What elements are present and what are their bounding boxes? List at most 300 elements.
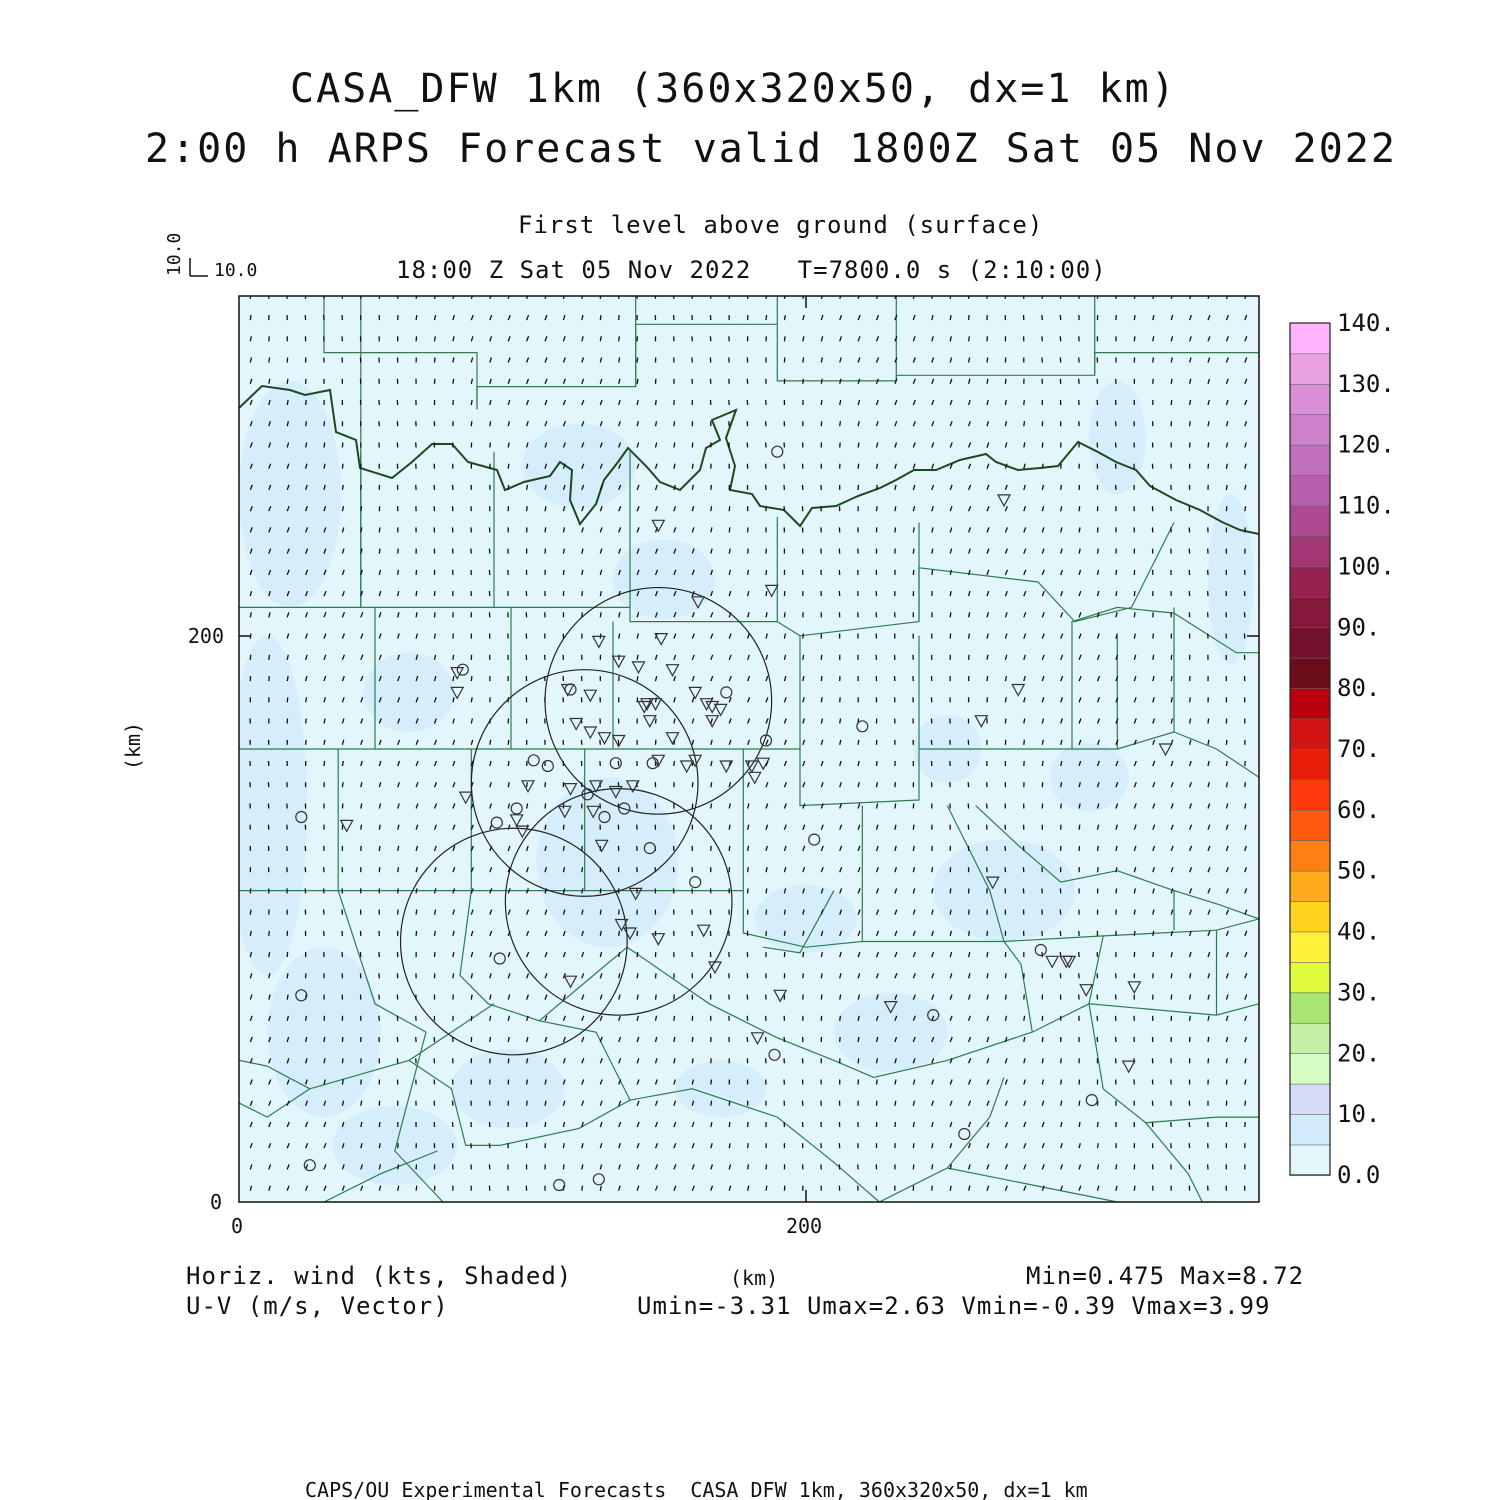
wind-vector <box>1171 995 1172 1000</box>
wind-vector <box>895 506 896 511</box>
wind-vector <box>932 570 933 575</box>
colorbar-segment <box>1290 901 1330 932</box>
wind-vector <box>840 697 841 702</box>
wind-vector <box>619 336 620 341</box>
wind-vector <box>269 931 270 936</box>
wind-vector <box>600 315 601 320</box>
wind-vector <box>1024 740 1025 745</box>
wind-vector <box>508 464 509 469</box>
wind-vector <box>1134 612 1135 617</box>
wind-vector <box>784 612 785 617</box>
colorbar-segment <box>1290 627 1330 658</box>
wind-vector <box>1134 931 1135 936</box>
wind-vector <box>1098 867 1099 872</box>
wind-vector <box>361 1080 362 1085</box>
wind-vector <box>766 570 767 575</box>
wind-vector <box>692 782 693 787</box>
wind-vector <box>821 973 822 978</box>
wind-vector <box>656 995 657 1000</box>
colorbar-label: 90. <box>1337 613 1381 642</box>
wind-vector <box>656 719 657 724</box>
wind-vector <box>1153 358 1154 363</box>
wind-vector <box>729 1101 730 1106</box>
wind-vector <box>1061 485 1062 490</box>
wind-vector <box>1098 846 1099 851</box>
wind-vector <box>416 591 417 596</box>
wind-vector <box>1061 1058 1062 1063</box>
wind-vector <box>324 740 325 745</box>
colorbar-segment <box>1290 688 1330 719</box>
wind-vector <box>913 1143 914 1148</box>
wind-vector <box>416 888 417 893</box>
wind-vector <box>766 591 767 596</box>
colorbar-label: 10. <box>1337 1100 1381 1129</box>
wind-vector <box>950 591 951 596</box>
field-description-shaded: Horiz. wind (kts, Shaded) <box>186 1262 573 1290</box>
wind-vector <box>748 1164 749 1169</box>
wind-vector <box>471 676 472 681</box>
wind-vector <box>1079 527 1080 532</box>
wind-vector <box>563 549 564 554</box>
wind-vector <box>932 591 933 596</box>
wind-vector <box>1226 761 1227 766</box>
wind-vector <box>969 931 970 936</box>
colorbar-label: 70. <box>1337 735 1381 763</box>
x-tick-0: 0 <box>230 1214 244 1238</box>
wind-vector <box>748 1143 749 1148</box>
wind-vector <box>361 506 362 511</box>
wind-vector <box>1134 336 1135 341</box>
wind-vector <box>729 825 730 830</box>
wind-vector <box>1245 1101 1246 1106</box>
wind-vector <box>1061 1080 1062 1085</box>
wind-vector <box>563 570 564 575</box>
y-tick-200: 200 <box>187 624 224 648</box>
wind-vector <box>913 570 914 575</box>
shading-patch <box>537 777 679 947</box>
wind-vector <box>1116 1164 1117 1169</box>
wind-vector <box>821 400 822 405</box>
wind-vector <box>1005 379 1006 384</box>
shading-patch <box>522 423 635 508</box>
wind-vector <box>1153 336 1154 341</box>
wind-vector <box>932 1164 933 1169</box>
wind-vector <box>1005 400 1006 405</box>
wind-vector <box>1042 1058 1043 1063</box>
wind-vector <box>619 655 620 660</box>
wind-vector <box>490 1016 491 1021</box>
wind-vector <box>527 761 528 766</box>
wind-vector <box>1190 1016 1191 1021</box>
wind-vector <box>379 1143 380 1148</box>
shading-patch <box>364 653 455 732</box>
wind-vector <box>453 952 454 957</box>
wind-vector <box>748 570 749 575</box>
wind-vector <box>471 697 472 702</box>
wind-vector <box>324 1016 325 1021</box>
wind-vector <box>287 697 288 702</box>
wind-vector <box>803 952 804 957</box>
wind-vector <box>563 825 564 830</box>
colorbar-label: 40. <box>1337 917 1381 946</box>
wind-vector <box>692 464 693 469</box>
wind-vector <box>1153 655 1154 660</box>
wind-vector <box>1079 1101 1080 1106</box>
wind-vector <box>674 421 675 426</box>
wind-vector <box>324 421 325 426</box>
wind-vector <box>619 358 620 363</box>
wind-vector <box>858 1037 859 1042</box>
wind-vector <box>306 421 307 426</box>
wind-vector <box>1153 952 1154 957</box>
wind-vector <box>324 443 325 448</box>
wind-vector <box>508 740 509 745</box>
wind-vector <box>1208 1037 1209 1042</box>
wind-vector <box>453 973 454 978</box>
wind-vector <box>748 867 749 872</box>
wind-vector <box>1226 1058 1227 1063</box>
wind-vector <box>416 315 417 320</box>
colorbar-label: 130. <box>1337 369 1395 398</box>
wind-vector <box>342 782 343 787</box>
wind-vector <box>416 910 417 915</box>
wind-vector <box>729 527 730 532</box>
wind-vector <box>729 846 730 851</box>
wind-vector <box>766 1186 767 1191</box>
wind-vector <box>1153 634 1154 639</box>
shading-patch <box>933 840 1075 942</box>
wind-vector <box>1061 804 1062 809</box>
colorbar-segment <box>1290 445 1330 476</box>
wind-vector <box>913 549 914 554</box>
colorbar-label: 0.0 <box>1337 1161 1381 1189</box>
wind-vector <box>821 697 822 702</box>
wind-vector <box>1245 782 1246 787</box>
wind-vector <box>269 358 270 363</box>
time-label: 18:00 Z Sat 05 Nov 2022 T=7800.0 s (2:10:00) <box>396 256 1107 284</box>
wind-vector <box>1042 464 1043 469</box>
wind-vector <box>821 676 822 681</box>
wind-vector <box>342 1080 343 1085</box>
wind-vector <box>398 888 399 893</box>
wind-vector <box>545 527 546 532</box>
wind-vector <box>803 358 804 363</box>
wind-vector <box>877 782 878 787</box>
wind-vector <box>527 1080 528 1085</box>
wind-vector <box>1190 400 1191 405</box>
field-description-vector: U-V (m/s, Vector) <box>186 1292 449 1320</box>
wind-vector <box>1079 1122 1080 1127</box>
wind-vector <box>637 379 638 384</box>
colorbar-segment <box>1290 871 1330 902</box>
shading-patch <box>267 947 380 1117</box>
wind-vector <box>545 1122 546 1127</box>
colorbar-segment <box>1290 1084 1330 1115</box>
wind-vector <box>858 1058 859 1063</box>
wind-vector <box>784 931 785 936</box>
wind-vector <box>1134 591 1135 596</box>
wind-vector <box>1245 804 1246 809</box>
wind-vector <box>582 591 583 596</box>
shading-patch <box>333 1106 458 1185</box>
colorbar-segment <box>1290 597 1330 628</box>
colorbar-segment <box>1290 658 1330 689</box>
wind-vector <box>1116 570 1117 575</box>
colorbar-segment <box>1290 536 1330 567</box>
wind-vector <box>1226 740 1227 745</box>
colorbar-label: 80. <box>1337 674 1381 703</box>
wind-vector <box>1226 464 1227 469</box>
wind-vector <box>1171 379 1172 384</box>
wind-vector <box>435 952 436 957</box>
wind-vector <box>527 1101 528 1106</box>
colorbar-segment <box>1290 840 1330 871</box>
wind-vector <box>803 634 804 639</box>
wind-vector <box>1024 719 1025 724</box>
wind-vector <box>656 697 657 702</box>
wind-vector <box>471 1016 472 1021</box>
wind-vector <box>913 825 914 830</box>
wind-vector <box>692 1058 693 1063</box>
wind-vector <box>398 549 399 554</box>
wind-vector <box>1245 1122 1246 1127</box>
wind-vector <box>987 358 988 363</box>
wind-vector <box>858 443 859 448</box>
wind-vector <box>913 1164 914 1169</box>
colorbar-label: 140. <box>1337 309 1395 337</box>
wind-vector <box>895 782 896 787</box>
wind-vector <box>269 676 270 681</box>
colorbar-segment <box>1290 1023 1330 1054</box>
wind-vector <box>287 995 288 1000</box>
wind-vector <box>1024 1016 1025 1021</box>
wind-vector <box>306 719 307 724</box>
wind-vector <box>398 570 399 575</box>
wind-vector <box>269 336 270 341</box>
y-tick-0: 0 <box>209 1190 222 1214</box>
wind-vector <box>1245 527 1246 532</box>
wind-vector <box>1208 464 1209 469</box>
wind-vector <box>1208 1058 1209 1063</box>
wind-vector <box>342 804 343 809</box>
colorbar-segment <box>1290 779 1330 810</box>
wind-vector <box>729 1122 730 1127</box>
wind-vector <box>877 485 878 490</box>
wind-vector <box>840 443 841 448</box>
wind-vector <box>1134 1186 1135 1191</box>
colorbar-label: 50. <box>1337 856 1381 885</box>
wind-vector <box>1208 719 1209 724</box>
wind-vector <box>361 804 362 809</box>
colorbar-label: 100. <box>1337 552 1395 581</box>
level-label: First level above ground (surface) <box>518 211 1044 239</box>
uv-statistics: Umin=-3.31 Umax=2.63 Vmin=-0.39 Vmax=3.99 <box>637 1292 1271 1320</box>
wind-vector <box>1079 506 1080 511</box>
colorbar-segment <box>1290 1114 1330 1145</box>
wind-vector <box>637 697 638 702</box>
wind-vector <box>1079 825 1080 830</box>
wind-vector <box>1116 591 1117 596</box>
wind-vector <box>619 634 620 639</box>
wind-vector <box>379 1122 380 1127</box>
vector-reference-u: 10.0 <box>214 260 258 281</box>
wind-vector <box>821 379 822 384</box>
wind-vector <box>895 804 896 809</box>
wind-vector <box>287 973 288 978</box>
wind-vector <box>1005 719 1006 724</box>
wind-vector <box>711 506 712 511</box>
wind-vector <box>582 1186 583 1191</box>
wind-vector <box>269 952 270 957</box>
wind-vector <box>656 400 657 405</box>
wind-vector <box>711 782 712 787</box>
wind-vector <box>508 761 509 766</box>
wind-vector <box>1116 888 1117 893</box>
wind-vector <box>637 952 638 957</box>
wind-vector <box>987 952 988 957</box>
wind-vector <box>619 952 620 957</box>
wind-vector <box>1171 676 1172 681</box>
wind-vector <box>1153 931 1154 936</box>
wind-vector <box>1024 995 1025 1000</box>
wind-vector <box>471 400 472 405</box>
wind-vector <box>600 888 601 893</box>
wind-vector <box>1042 1037 1043 1042</box>
wind-vector <box>490 1037 491 1042</box>
wind-vector <box>858 464 859 469</box>
wind-vector <box>932 846 933 851</box>
wind-vector <box>361 1101 362 1106</box>
x-axis-label: (km) <box>730 1266 779 1290</box>
wind-vector <box>490 421 491 426</box>
wind-vector <box>1245 506 1246 511</box>
wind-vector <box>1208 443 1209 448</box>
wind-vector <box>821 995 822 1000</box>
wind-vector <box>435 336 436 341</box>
wind-vector <box>1098 1143 1099 1148</box>
wind-vector <box>969 634 970 639</box>
wind-vector <box>950 888 951 893</box>
wind-vector <box>1171 400 1172 405</box>
wind-vector <box>932 867 933 872</box>
wind-vector <box>306 1016 307 1021</box>
colorbar-segment <box>1290 1053 1330 1084</box>
wind-vector <box>435 931 436 936</box>
wind-vector <box>987 676 988 681</box>
wind-vector <box>711 804 712 809</box>
wind-vector <box>895 527 896 532</box>
wind-vector <box>1208 740 1209 745</box>
wind-vector <box>1024 421 1025 426</box>
wind-vector <box>858 740 859 745</box>
colorbar-segment <box>1290 353 1330 384</box>
wind-vector <box>1061 782 1062 787</box>
wind-vector <box>527 485 528 490</box>
wind-vector <box>784 336 785 341</box>
wind-vector <box>1024 400 1025 405</box>
wind-vector <box>987 379 988 384</box>
wind-vector <box>1190 995 1191 1000</box>
wind-vector <box>1042 761 1043 766</box>
shading-patch <box>1049 743 1128 811</box>
colorbar-label: 20. <box>1337 1039 1381 1068</box>
colorbar-segment <box>1290 749 1330 780</box>
wind-vector <box>692 1037 693 1042</box>
wind-vector <box>803 973 804 978</box>
wind-vector <box>969 315 970 320</box>
colorbar-segment <box>1290 475 1330 506</box>
wind-vector <box>379 527 380 532</box>
wind-vector <box>969 336 970 341</box>
wind-vector <box>416 1186 417 1191</box>
wind-vector <box>674 1037 675 1042</box>
colorbar-segment <box>1290 992 1330 1023</box>
wind-vector <box>711 485 712 490</box>
wind-vector <box>1098 549 1099 554</box>
wind-vector <box>840 1016 841 1021</box>
wind-vector <box>435 358 436 363</box>
wind-vector <box>398 1164 399 1169</box>
wind-vector <box>1042 443 1043 448</box>
wind-vector <box>637 973 638 978</box>
wind-vector <box>1005 995 1006 1000</box>
colorbar-segment <box>1290 414 1330 445</box>
shading-patch <box>1089 381 1146 494</box>
wind-vector <box>803 379 804 384</box>
wind-vector <box>840 421 841 426</box>
shading-patch <box>239 381 341 608</box>
wind-vector <box>324 1037 325 1042</box>
colorbar-segment <box>1290 719 1330 750</box>
wind-vector <box>398 867 399 872</box>
wind-vector <box>877 506 878 511</box>
wind-vector <box>950 612 951 617</box>
wind-vector <box>545 804 546 809</box>
wind-vector <box>711 1101 712 1106</box>
wind-vector <box>950 315 951 320</box>
title-line-2: 2:00 h ARPS Forecast valid 1800Z Sat 05 Nov 2022 <box>145 126 1397 172</box>
wind-vector <box>379 549 380 554</box>
wind-vector <box>1171 655 1172 660</box>
vector-reference-key <box>164 233 257 281</box>
wind-vector <box>435 612 436 617</box>
wind-vector <box>563 846 564 851</box>
wind-vector <box>361 485 362 490</box>
wind-vector <box>674 761 675 766</box>
wind-vector <box>1005 973 1006 978</box>
wind-vector <box>969 910 970 915</box>
wind-vector <box>379 825 380 830</box>
wind-vector <box>1134 315 1135 320</box>
colorbar-segment <box>1290 323 1330 354</box>
wind-vector <box>287 676 288 681</box>
wind-vector <box>490 443 491 448</box>
wind-vector <box>619 931 620 936</box>
wind-vector <box>287 400 288 405</box>
wind-vector <box>416 612 417 617</box>
wind-vector <box>1190 421 1191 426</box>
wind-vector <box>453 358 454 363</box>
wind-vector <box>471 995 472 1000</box>
colorbar <box>1290 309 1395 1189</box>
wind-vector <box>932 1186 933 1191</box>
colorbar-segment <box>1290 566 1330 597</box>
credit-line: CAPS/OU Experimental Forecasts CASA DFW 1km, 360x320x50, dx=1 km <box>305 1478 1088 1500</box>
wind-vector <box>840 719 841 724</box>
wind-vector <box>766 1164 767 1169</box>
wind-vector <box>471 421 472 426</box>
wind-vector <box>1190 697 1191 702</box>
